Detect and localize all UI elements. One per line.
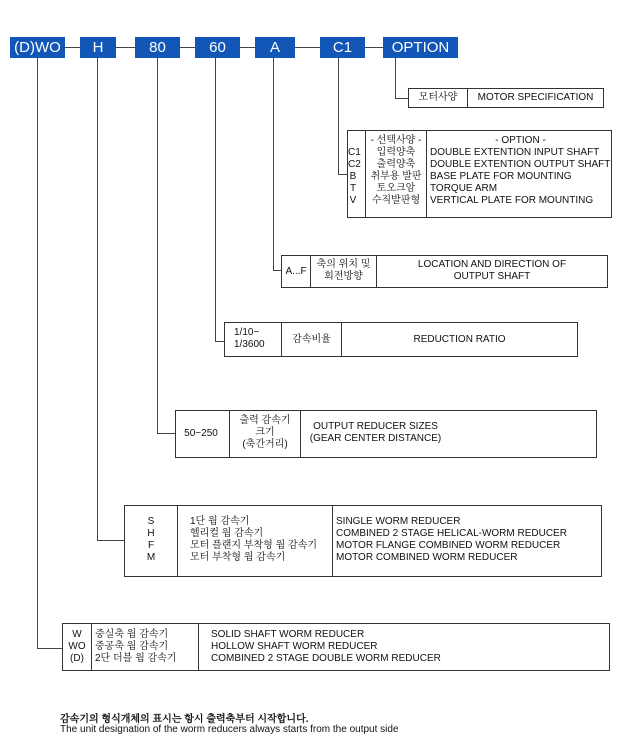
motor-spec-box bbox=[408, 88, 604, 108]
code-ratio: 60 bbox=[195, 37, 240, 58]
type-ko: 헬리컬 웜 감속기 bbox=[190, 528, 264, 539]
connector-type-h bbox=[97, 540, 125, 541]
motor-spec-en: MOTOR SPECIFICATION bbox=[467, 89, 603, 107]
ratio-box bbox=[224, 322, 578, 357]
shaft-en-col bbox=[198, 624, 609, 670]
type-ko: 1단 웜 감속기 bbox=[190, 516, 250, 527]
type-en-col bbox=[332, 506, 601, 576]
note-en: The unit designation of the worm reducers always starts from the output side bbox=[60, 724, 399, 735]
connector-size-h bbox=[157, 433, 176, 434]
type-ko: 모터 플랜지 부착형 웜 감속기 bbox=[190, 540, 318, 551]
connector-location-v bbox=[273, 58, 274, 271]
option-en: VERTICAL PLATE FOR MOUNTING bbox=[430, 195, 594, 206]
location-ko bbox=[310, 256, 376, 287]
connector-series-v bbox=[37, 58, 38, 649]
option-en: DOUBLE EXTENTION INPUT SHAFT bbox=[430, 147, 600, 158]
option-en: DOUBLE EXTENTION OUTPUT SHAFT bbox=[430, 159, 611, 170]
size-en-2: (GEAR CENTER DISTANCE) bbox=[309, 433, 442, 444]
shaft-code: WO bbox=[68, 641, 86, 652]
size-ko-3: (축간거리) bbox=[242, 439, 288, 450]
option-code: C1 bbox=[348, 147, 361, 158]
shaft-codes bbox=[63, 624, 91, 670]
option-ko: 수직발판형 bbox=[371, 195, 421, 206]
motor-spec-ko: 모터사양 bbox=[418, 92, 458, 103]
option-code: B bbox=[349, 171, 357, 182]
option-ko: 출력양축 bbox=[376, 159, 416, 170]
location-ko-1: 축의 위치 및 bbox=[316, 259, 371, 270]
location-en-1: LOCATION AND DIRECTION OF bbox=[417, 259, 567, 270]
type-codes bbox=[125, 506, 177, 576]
type-box bbox=[124, 505, 602, 577]
location-en bbox=[376, 256, 607, 287]
option-en: TORQUE ARM bbox=[430, 183, 498, 194]
options-header-ko: - 선택사양 - bbox=[370, 135, 422, 146]
option-ko: 취부용 발판 bbox=[370, 171, 422, 182]
location-box bbox=[281, 255, 608, 288]
options-header-en: - OPTION - bbox=[495, 135, 546, 146]
connector-type-v bbox=[97, 58, 98, 541]
location-code: A...F bbox=[285, 266, 307, 277]
connector-series-h bbox=[37, 648, 63, 649]
connector-motor-v bbox=[395, 58, 396, 99]
code-series: (D)WO bbox=[10, 37, 65, 58]
ratio-ko: 감속비율 bbox=[281, 323, 341, 356]
shaft-en: COMBINED 2 STAGE DOUBLE WORM REDUCER bbox=[211, 653, 441, 664]
shaft-code: W bbox=[72, 629, 82, 640]
code-size: 80 bbox=[135, 37, 180, 58]
note-ko: 감속기의 형식개체의 표시는 항시 출력축부터 시작합니다. bbox=[60, 714, 309, 725]
size-en bbox=[300, 411, 450, 457]
ratio-en: REDUCTION RATIO bbox=[341, 323, 577, 356]
code-motor: OPTION bbox=[383, 37, 458, 58]
shaft-box bbox=[62, 623, 610, 671]
option-en: BASE PLATE FOR MOUNTING bbox=[430, 171, 572, 182]
shaft-ko: 중실축 웜 감속기 bbox=[95, 629, 169, 640]
size-ko bbox=[229, 411, 300, 457]
size-code: 50~250 bbox=[184, 428, 218, 439]
size-en-1: OUTPUT REDUCER SIZES bbox=[313, 421, 438, 432]
size-ko-2: 크기 bbox=[255, 427, 275, 438]
type-ko: 모터 부착형 웜 감속기 bbox=[190, 552, 286, 563]
options-box bbox=[347, 130, 612, 218]
ratio-code bbox=[225, 323, 275, 356]
ratio-code-1: 1/10~ bbox=[234, 327, 260, 338]
code-type: H bbox=[80, 37, 116, 58]
code-option: C1 bbox=[320, 37, 365, 58]
options-ko-col bbox=[365, 131, 426, 217]
location-en-2: OUTPUT SHAFT bbox=[453, 271, 531, 282]
type-en: SINGLE WORM REDUCER bbox=[336, 516, 461, 527]
type-en: COMBINED 2 STAGE HELICAL-WORM REDUCER bbox=[336, 528, 567, 539]
shaft-ko: 2단 더블 웜 감속기 bbox=[95, 653, 177, 664]
size-ko-1: 출력 감속기 bbox=[239, 415, 291, 426]
type-en: MOTOR COMBINED WORM REDUCER bbox=[336, 552, 518, 563]
shaft-en: SOLID SHAFT WORM REDUCER bbox=[211, 629, 365, 640]
type-code: M bbox=[146, 552, 156, 563]
shaft-ko: 중공축 웜 감속기 bbox=[95, 641, 169, 652]
option-code: T bbox=[349, 183, 357, 194]
type-ko-col bbox=[177, 506, 332, 576]
ratio-code-2: 1/3600 bbox=[234, 339, 265, 350]
shaft-en: HOLLOW SHAFT WORM REDUCER bbox=[211, 641, 378, 652]
option-ko: 토오크암 bbox=[376, 183, 416, 194]
connector-motor-h bbox=[395, 98, 409, 99]
shaft-code: (D) bbox=[70, 653, 84, 664]
option-code: C2 bbox=[348, 159, 361, 170]
options-en-col bbox=[426, 131, 611, 217]
option-ko: 입력양축 bbox=[376, 147, 416, 158]
type-code: S bbox=[147, 516, 155, 527]
size-box bbox=[175, 410, 597, 458]
type-code: F bbox=[147, 540, 155, 551]
shaft-ko-col bbox=[91, 624, 198, 670]
type-code: H bbox=[147, 528, 155, 539]
options-codes bbox=[348, 131, 361, 217]
connector-ratio-v bbox=[215, 58, 216, 342]
connector-size-v bbox=[157, 58, 158, 434]
code-location: A bbox=[255, 37, 295, 58]
type-en: MOTOR FLANGE COMBINED WORM REDUCER bbox=[336, 540, 561, 551]
location-ko-2: 회전방향 bbox=[324, 271, 363, 282]
option-code: V bbox=[349, 195, 357, 206]
connector-option-v bbox=[338, 58, 339, 175]
